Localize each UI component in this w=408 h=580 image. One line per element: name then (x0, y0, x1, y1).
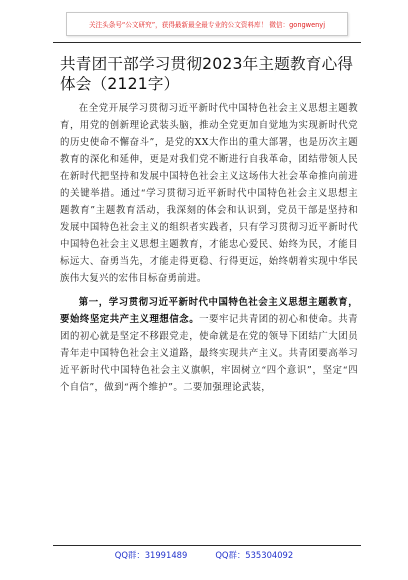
promo-banner (66, 12, 348, 36)
paragraph-first-point-text: 一要牢记共青团的初心和使命。共青团的初心就是坚定不移跟党走，使命就是在党的领导下团结广大团员青年走中国特色社会主义道路，最终实现共产主义。共青团要高举习近平新时代中国特色社会主义旗帜，牢固树立“四个意识”，坚定“四个自信”，做到“两个维护”。二要加强理论武装， (60, 314, 358, 393)
document-title: 共青团干部学习贯彻2023年主题教育心得体会（2121字） (60, 55, 354, 93)
footer-qq-group-2: QQ群：535304092 (215, 550, 294, 560)
promo-banner-text: 关注头条号“公文研究”，获得最新最全最专业的公文资料库！ 微信：gongwenyj (88, 21, 326, 29)
page-footer (0, 549, 408, 561)
paragraph-first-point (60, 294, 358, 396)
paragraph-intro-text: 在全党开展学习贯彻习近平新时代中国特色社会主义思想主题教育，用党的创新理论武装头脑，推动全党更加自觉地为实现新时代党的历史使命不懈奋斗”，是党的XX大作出的重大部署，也是历次主题教育的深化和延伸，更是对我们党不断进行自我革命，团结带领人民在新时代把坚持和发展中国特色社会主义这场伟大社会革命推向前进的关键举措。通过“学习贯彻习近平新时代中国特色社会主义思想主题教育”主题教育活动，我深刻的体会和认识到，党员干部是坚持和发展中国特色社会主义的组织者实践者，只有学习贯彻习近平新时代中国特色社会主义思想主题教育，才能忠心爱民、始终为民，才能目标远大、奋勇当先，才能走得更稳、行得更远，始终朝着实现中华民族伟大复兴的宏伟目标奋勇前进。 (60, 103, 358, 284)
footer-rule (53, 545, 361, 546)
document-body (60, 54, 358, 396)
footer-qq-group-1: QQ群：31991489 (114, 550, 188, 560)
paragraph-first-point-lead: 第一，学习贯彻习近平新时代中国特色社会主义思想主题教育，要始终坚定共产主义理想信念。 (60, 297, 358, 325)
header-rule (53, 42, 361, 43)
paragraph-intro (60, 100, 358, 287)
